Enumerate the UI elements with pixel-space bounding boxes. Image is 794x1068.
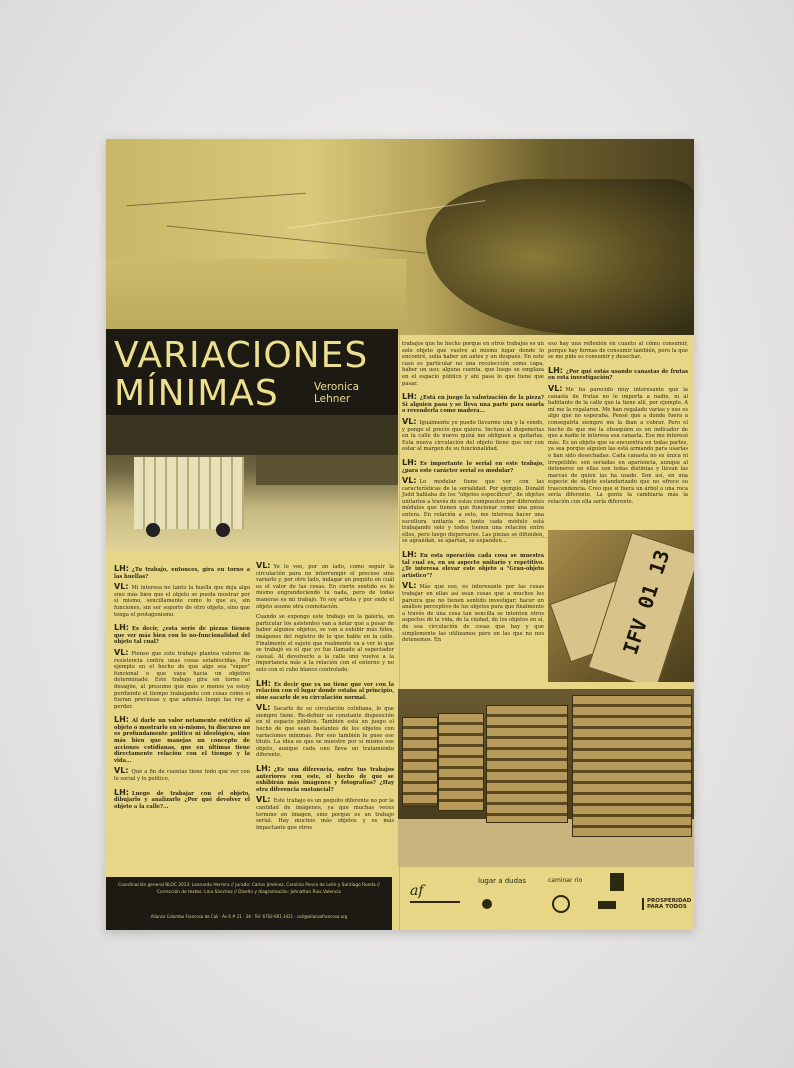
interview-text: Al darle un valor netamente estético al objeto o mostrarlo en sí-mismo, tu discurso no es profundamente político ni ideológico, sino más bien que manejas un concepto de acciones cotidianas, que en últimas tiene directamente relación con el tiempo y la vida... <box>114 718 250 764</box>
interview-text: Me ha parecido muy interesante que la canasta de frutas no le importa a nadie, ni al habitante de la calle que la tiene allí, por ejemplo. A mí me la regalaron. Me han regalado varias y eso es algo que no esperaba. Pensé que a donde fuera a conseguirla siempre me la iban a cobrar. Pero el hecho de que me la obsequien es un indicador de que a nadie le interesa esa canasta. Ese me interesó más. Es un objeto que se encuentra en todas partes, ya sea porque alguien las está armando para usarlas o han sido desechadas. Cada canasta no es única ni irrepetible: son seriadas en apariencia, aunque al detenerse en ellas son todas distintas y llevan las marcas de quien las ha usado. Son así, en una especie de objeto estandarizado que no ofrece su trascendencia. Creo que si fuera un árbol o una roca sería diferente. La gente la cambiaría más la relación con ella sería diferente. <box>548 386 688 506</box>
interview-text: En esta operación cada cosa se muestra tal cual es, en su aspecto unitario y repetitivo. ¿Te interesa elevar este objeto a "Gran-objeto artístico"? <box>402 553 544 579</box>
interview-paragraph: eso hay una reflexión en cuanto al cómo consumir, porque hay formas de consumir también, pero la que se me pide es consumir y desechar. <box>548 341 688 361</box>
interview-answer <box>256 705 394 759</box>
address-text: Alianza Colombo Francesa de Cali · Av 6 # 21 · 34 · Tel: 6702-661 3421 · cali@alianzafrancesa.org <box>150 914 348 919</box>
speaker-label: LH: <box>402 550 417 560</box>
cart-wheel <box>216 523 230 537</box>
header-photo-ground <box>106 259 406 335</box>
title-block <box>106 329 398 415</box>
sponsor-logo-circle <box>482 899 492 909</box>
interview-text: Yo lo veo, por un lado, como seguir la circulación para no interrumpir el proceso sino variarlo y, por otro lado, indagar un poquito en cuál es el valor de las cosas. En cierto sentido es lo mismo engrandeciendo tu nada, pero de todas maneras es mi trabajo. Yo soy artista y por ende el objeto asume otra connotación. <box>256 564 394 610</box>
speaker-label: VL: <box>114 766 129 776</box>
interview-answer <box>402 583 544 643</box>
speaker-label: VL: <box>256 703 271 713</box>
interview-paragraph: trabajos que he hecho porque en otros trabajos es un solo objeto que vuelve al mismo lugar donde lo encontré, solía haber un antes y un después. En este caso es particular no una recolección como capa, haber un uso; alguna cuenta, que luego se emplaza en el espacio público y ahí pasa lo que tiene que pasar. <box>402 341 544 387</box>
speaker-label: VL: <box>402 416 417 426</box>
speaker-label: LH: <box>114 715 129 725</box>
interview-text: Es decir, ¿esta serie de piezas tienen que ver más bien con lo no-funcionalidad del objeto tal cual? <box>114 626 250 646</box>
sponsor-logo-1 <box>410 883 470 903</box>
interview-question <box>256 678 394 702</box>
scratch-mark <box>167 225 426 253</box>
interview-text: Luego de trabajar con el objeto, dibujarlo y analizarlo ¿Por qué devolver el objeto a la calle?... <box>114 790 250 810</box>
interview-question <box>114 717 250 764</box>
interview-text: Lo modular tiene que ver con las características de la serialidad. Por ejemplo, Donald Judd hablaba de los "objetos específicos", de objetos unitarios a través de estas compuestos por diferentes módulos que tienen que funcionar como una pieza entera. En relación a esto, me interesa hacer una escultura unitaria en tanto cada módulo está trabajando solo y todos tienen una relación entre ellos, pero luego dispersarse. Las piezas se difunden, se agrandan, se apartan, se expanden... <box>402 479 544 545</box>
speaker-label: LH: <box>114 623 129 633</box>
speaker-label: LH: <box>114 564 129 573</box>
speaker-label: LH: <box>114 787 129 797</box>
interview-question <box>256 766 394 793</box>
speaker-label: LH: <box>256 764 271 774</box>
scratch-mark <box>126 193 306 207</box>
sponsor-logo-block <box>598 901 616 909</box>
speaker-label: LH: <box>256 678 271 688</box>
interview-answer <box>548 383 688 506</box>
interview-answer <box>402 416 544 453</box>
street-cart <box>134 457 244 529</box>
credits-footer <box>106 877 392 930</box>
interview-answer <box>114 768 250 782</box>
pallet <box>572 695 692 837</box>
credits-text: Coordinación general BLOC 2013: Leonardo Herrera // Jurado: Carlos Jiménez, Carolina Ponce de León y Santiago Rueda // Corrección de textos: Lina Sánchez // Diseño y diagramación: Johnattan Ríos Valencia <box>118 883 380 895</box>
sponsor-caminar-rio: caminar río <box>548 877 583 884</box>
interview-text: ¿Es una diferencia, entre tus trabajos anteriores con este, el hecho de que se exhibirán más imágenes y fotografías? ¿Hay otra diferencia sustancial? <box>256 767 394 793</box>
sponsor-logo-building <box>610 873 624 891</box>
pallet <box>438 713 484 811</box>
interview-question <box>114 787 250 811</box>
sponsor-lugar-a-dudas: lugar a dudas <box>478 877 526 885</box>
speaker-label: VL: <box>256 795 271 805</box>
header-photo <box>106 139 694 335</box>
pallet <box>402 717 438 807</box>
fruit-crate-photo <box>548 530 694 682</box>
interview-text: Más que eso, es interesante por las cosas trabajar en ellas así sean cosas que a muchos les parezca que no tienen sentido investigar; hacer un análisis perceptivo de los objetos para que finalmente a través de una cosa tan sencilla se intenten otros aspectos de la vida, de la ciudad, de los objetos en sí, de esa circulación de cosas que hay y que simplemente las utilizamos pero en las que no nos detenemos. En <box>402 584 544 644</box>
street-building <box>256 455 398 485</box>
poster <box>106 139 694 930</box>
sponsor-logo-1-mark: af <box>410 883 424 899</box>
text-column-3 <box>402 337 544 644</box>
speaker-label: LH: <box>402 457 417 467</box>
interview-text: Igualmente yo puedo llevarme una y la vendo, y pongo el precio que quiera. Incluso al disponerlas en la calle de nuevo quizá me obliguen a quitarlas. Esta nueva circulación del objeto tiene que ver con estar al margen de su funcionalidad. <box>402 419 544 453</box>
interview-text: Es decir que ya no tiene que ver con la relación con el lugar donde estaba al principio, sino sacarlo de su circulación normal. <box>256 681 394 701</box>
interview-text: Este trabajo es un poquito diferente no por la cantidad de imágenes, ya que muchas veces termino en imagen, sino porque es un trabajo serial. Hay muchos más objetos y es más impactante que otros <box>256 798 394 831</box>
title-line-2: MÍNIMAS <box>114 373 279 414</box>
speaker-label: VL: <box>402 581 417 591</box>
crate-stamp: IFV 01 13 <box>618 546 675 658</box>
interview-question <box>402 457 544 474</box>
interview-text: ¿Tu trabajo, entonces, gira en torno a las huellas? <box>114 567 250 580</box>
speaker-label: VL: <box>114 647 129 657</box>
text-column-2 <box>256 559 394 831</box>
cart-wheel <box>146 523 160 537</box>
pallets-photo <box>398 689 694 867</box>
interview-answer <box>256 563 394 610</box>
speaker-label: LH: <box>402 392 417 402</box>
text-column-4 <box>548 337 688 506</box>
interview-text: ¿Está en juego la valorización de la pieza? Si alguien pasa y se lleva una parte para usarla o revenderla como madera... <box>402 395 544 415</box>
interview-text: Que a fin de cuentas tiene todo que ver con lo social y lo político. <box>114 769 250 783</box>
sponsor-prosperidad: PROSPERIDAD PARA TODOS <box>642 898 694 910</box>
speaker-label: VL: <box>548 383 563 393</box>
text-column-1 <box>114 559 250 812</box>
interview-text: Pienso que este trabajo plantea valores de resistencia contra unas cosas establecidas. Por ejemplo en el hecho de que algo sea "súper" funcional o que vaya hacia un objetivo determinado. Este trabajo gira en torno al desagüe, al presumo que más o menos ya estoy perdiendo el tiempo trabajando con cosas como si fueran preciosas y que además luego las voy a perder. <box>114 650 250 710</box>
interview-question <box>114 625 250 646</box>
interview-question <box>548 365 688 382</box>
speaker-label: LH: <box>548 365 563 375</box>
interview-paragraph: Cuando se expongo este trabajo en la galería, en particular los asistentes van a notar que a pesar de haber algunos objetos, se van a exhibir más fotos, imágenes del registro de lo que hable en la calle. Finalmente el sujeto que realmente va a ver lo que se trabajó es el que yo fue llamado al espectador casual. Al devolverlo a la calle uno vuelve a la importancia más a la relación con el entorno y no solo con el cubo blanco controlado. <box>256 614 394 673</box>
interview-answer <box>114 647 250 710</box>
title-line-1: VARIACIONES <box>114 335 369 376</box>
interview-question <box>402 394 544 415</box>
interview-answer <box>256 797 394 831</box>
interview-answer <box>114 584 250 618</box>
interview-text: Es importante lo serial en este trabajo, ¿para este carácter serial es modular? <box>402 460 544 474</box>
interview-text: ¿Por qué estás usando canastas de frutas en esta investigación? <box>548 368 688 382</box>
interview-answer <box>402 478 544 545</box>
speaker-label: VL: <box>256 561 271 570</box>
pallet <box>486 705 568 823</box>
street-building <box>106 415 398 455</box>
speaker-label: VL: <box>114 582 129 592</box>
street-photo <box>106 415 398 551</box>
interview-question <box>114 566 250 580</box>
sponsor-logo-ring <box>552 895 570 913</box>
interview-text: Mi interesa no tanto la huella que deja algo sino más bien que el objeto se pueda mostrar por sí mismo, sencillamente como lo que es, sin funciones, sin ser soporte de otro objeto, sino que tenga el protagonismo. <box>114 585 250 618</box>
sponsor-logo-1-bar <box>410 901 460 903</box>
speaker-label: VL: <box>402 476 417 486</box>
interview-text: Sacarlo de su circulación cotidiana, lo que siempre tiene. Re-definir su constante disposición en el espacio público. También está en juego el hecho de que sean bastantes de los objetos con variaciones mínimas. Por eso también le puse ese título. La idea es que se muestre por sí mismo ese objeto, aunque cada uno lleva un tratamiento diferente. <box>256 706 394 759</box>
author-name: Veronica Lehner <box>314 381 360 405</box>
sponsor-logos <box>398 869 694 930</box>
interview-question <box>402 552 544 579</box>
